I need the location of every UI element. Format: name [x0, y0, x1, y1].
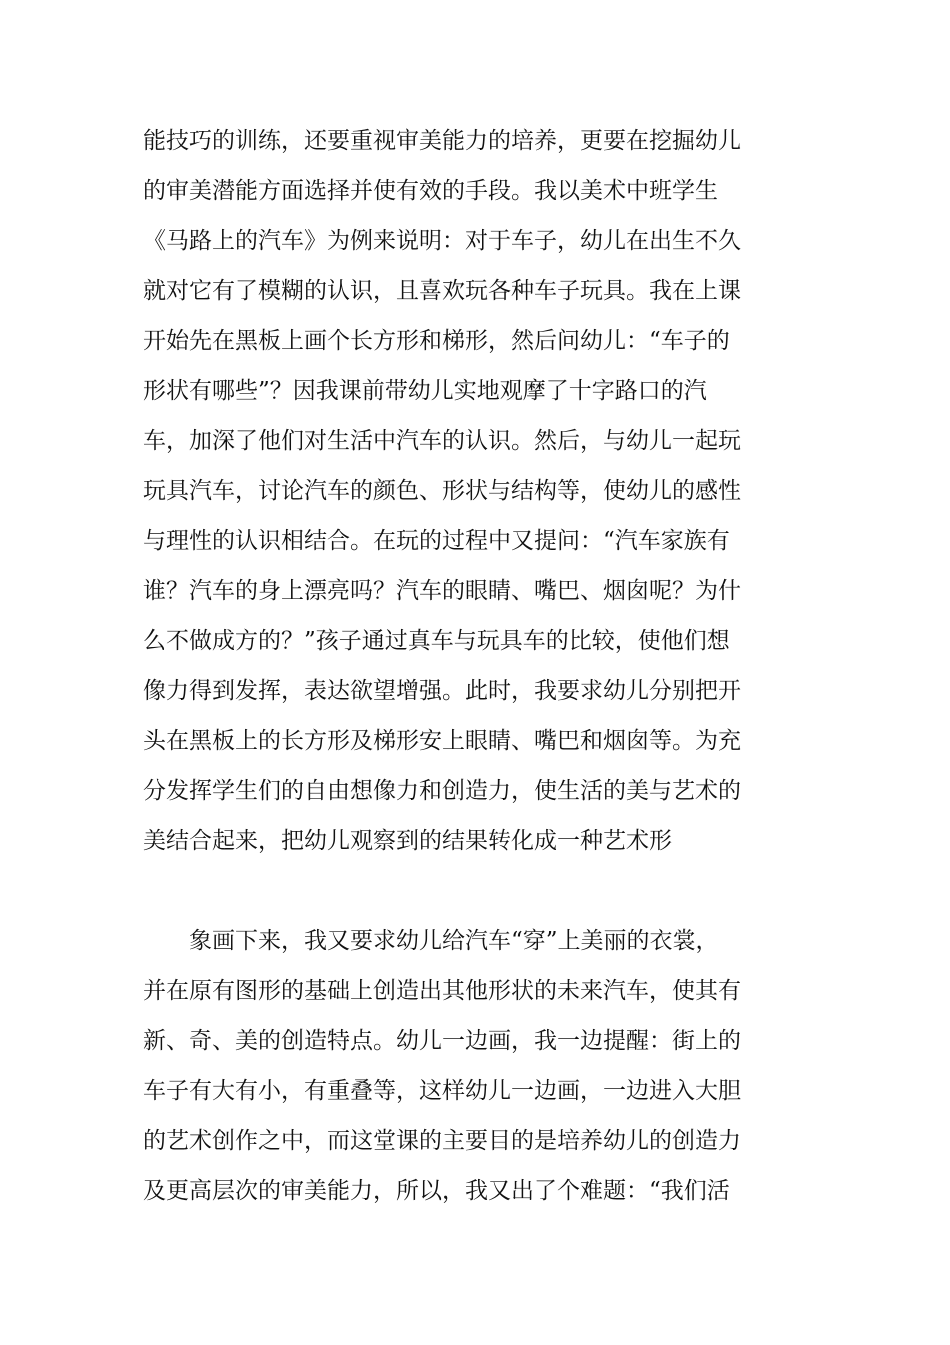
text-line: 美结合起来，把幼儿观察到的结果转化成一种艺术形: [143, 828, 672, 854]
text-line: 车，加深了他们对生活中汽车的认识。然后，与幼儿一起玩: [143, 428, 741, 454]
text-line: 及更高层次的审美能力，所以，我又出了个难题：“我们活: [143, 1178, 730, 1204]
paragraph: [143, 916, 743, 1216]
text-line: 并在原有图形的基础上创造出其他形状的未来汽车，使其有: [143, 978, 741, 1004]
text-line: 么不做成方的？”孩子通过真车与玩具车的比较，使他们想: [143, 628, 730, 654]
text-line: 玩具汽车，讨论汽车的颜色、形状与结构等，使幼儿的感性: [143, 478, 741, 504]
text-line: 像力得到发挥，表达欲望增强。此时，我要求幼儿分别把开: [143, 678, 741, 704]
text-line: 谁？汽车的身上漂亮吗？汽车的眼睛、嘴巴、烟囱呢？为什: [143, 578, 741, 604]
text-line: 的审美潜能方面选择并使有效的手段。我以美术中班学生: [143, 178, 718, 204]
text-line: 形状有哪些”？因我课前带幼儿实地观摩了十字路口的汽: [143, 378, 707, 404]
text-line: 能技巧的训练，还要重视审美能力的培养，更要在挖掘幼儿: [143, 128, 741, 154]
text-line: 车子有大有小，有重叠等，这样幼儿一边画，一边进入大胆: [143, 1078, 741, 1104]
text-line: 与理性的认识相结合。在玩的过程中又提问：“汽车家族有: [143, 528, 730, 554]
text-line: 分发挥学生们的自由想像力和创造力，使生活的美与艺术的: [143, 778, 741, 804]
text-line: 《马路上的汽车》为例来说明：对于车子，幼儿在出生不久: [143, 228, 741, 254]
text-line: 的艺术创作之中，而这堂课的主要目的是培养幼儿的创造力: [143, 1128, 741, 1154]
text-line: 新、奇、美的创造特点。幼儿一边画，我一边提醒：街上的: [143, 1028, 741, 1054]
text-line: 就对它有了模糊的认识，且喜欢玩各种车子玩具。我在上课: [143, 278, 741, 304]
text-line: 头在黑板上的长方形及梯形安上眼睛、嘴巴和烟囱等。为充: [143, 728, 741, 754]
text-line: 象画下来，我又要求幼儿给汽车“穿”上美丽的衣裳，: [143, 928, 719, 954]
text-line: 开始先在黑板上画个长方形和梯形，然后问幼儿：“车子的: [143, 328, 730, 354]
paragraph: [143, 116, 743, 866]
